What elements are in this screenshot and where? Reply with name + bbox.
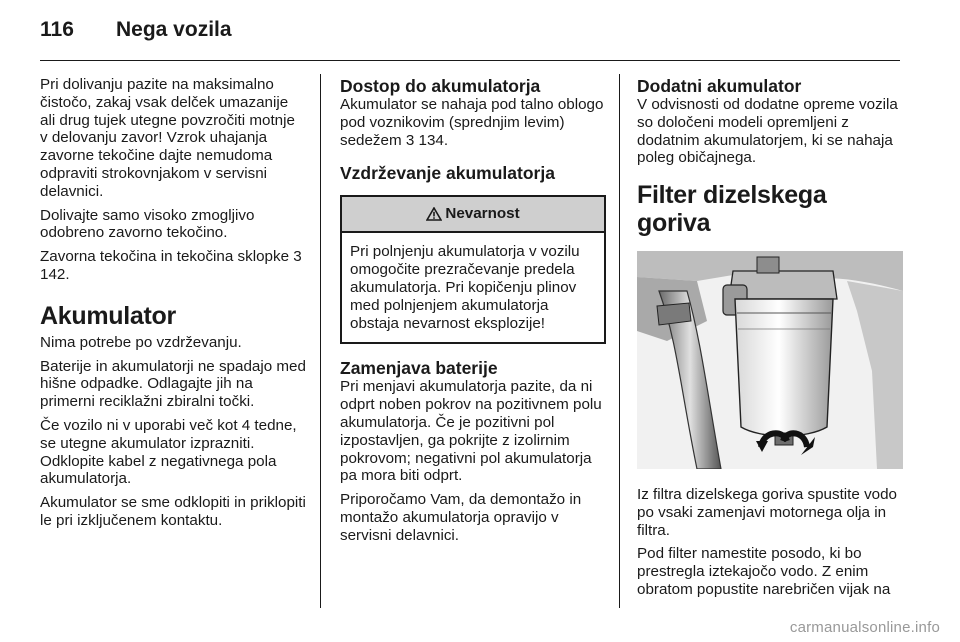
heading-filter: Filter dizelskega goriva (637, 181, 827, 238)
paragraph: Iz filtra dizelskega goriva spustite vodo po vsaki zamenjavi motornega olja in filtra. (637, 485, 898, 539)
paragraph: Pri menjavi akumulatorja pazite, da ni odprt noben pokrov na pozitivnem polu akumulatorja. Če je pozitivni pol izpostavljen, ga pokrijte z izolirnim pokrovom; negativni pol akumulatorja pa mora biti odprt. (340, 378, 602, 485)
paragraph: Priporočamo Vam, da demontažo in montažo akumulatorja opravijo v servisni delavnici. (340, 491, 582, 544)
warning-triangle-icon (426, 207, 442, 221)
column-3 (637, 76, 903, 605)
column-2 (340, 76, 606, 551)
paragraph: Zavorna tekočina in tekočina sklopke 3 142. (40, 248, 302, 283)
column-divider-1 (320, 74, 321, 608)
heading-zamenjava: Zamenjava baterije (340, 358, 498, 379)
paragraph: V odvisnosti od dodatne opreme vozila so določeni modeli opremljeni z dodatnim akumulatorjem, ki se nahaja poleg običajnega. (637, 96, 898, 167)
fuel-filter-illustration (637, 251, 903, 469)
paragraph: Če vozilo ni v uporabi več kot 4 tedne, se utegne akumulator izprazniti. Odklopite kabel z negativnega pola akumulatorja. (40, 416, 297, 488)
paragraph: Akumulator se sme odklopiti in priklopiti le pri izključenem kontaktu. (40, 494, 306, 529)
section-title: Nega vozila (116, 18, 232, 41)
warning-box (340, 195, 606, 344)
page-reference-link[interactable]: 3 142. (40, 248, 302, 283)
page-header (40, 18, 900, 52)
column-divider-2 (619, 74, 620, 608)
paragraph: Pod filter namestite posodo, ki bo prestregla iztekajočo vodo. Z enim obratom popustite narebričen vijak na (637, 545, 891, 598)
warning-header (342, 197, 604, 233)
watermark: carmanualsonline.info (789, 619, 940, 636)
header-rule (40, 60, 900, 61)
heading-dodatni: Dodatni akumulator (637, 76, 802, 96)
heading-akumulator: Akumulator (40, 301, 176, 330)
paragraph: Nima potrebe po vzdrževanju. (40, 333, 242, 351)
column-1 (40, 76, 306, 536)
heading-dostop: Dostop do akumulatorja (340, 76, 541, 96)
paragraph: Baterije in akumulatorji ne spadajo med hišne odpadke. Odlagajte jih na primerni reciklažni zbiralni točki. (40, 357, 306, 411)
warning-title: Nevarnost (445, 205, 520, 223)
heading-vzdrzevanje: Vzdrževanje akumulatorja (340, 163, 555, 184)
paragraph: Dolivajte samo visoko zmogljivo odobreno zavorno tekočino. (40, 206, 255, 242)
paragraph: Akumulator se nahaja pod talno oblogo pod voznikovim (sprednjim levim) sedežem 3 134. (340, 96, 604, 149)
page-number: 116 (40, 18, 74, 41)
warning-text: Pri polnjenju akumulatorja v vozilu omogočite prezračevanje predela akumulatorja. Pri kopičenju plinov med polnjenjem akumulatorja obstaja nevarnost eksplozije! (350, 243, 580, 332)
page-reference-link[interactable]: 3 134. (405, 131, 449, 149)
paragraph: Pri dolivanju pazite na maksimalno čistočo, zakaj vsak delček umazanije ali drug tujek utegne povzročiti motnje v delovanju zavor! Vzrok uhajanja zavorne tekočine dajte nemudoma odpraviti strokovnjakom v servisni delavnici. (40, 76, 295, 200)
